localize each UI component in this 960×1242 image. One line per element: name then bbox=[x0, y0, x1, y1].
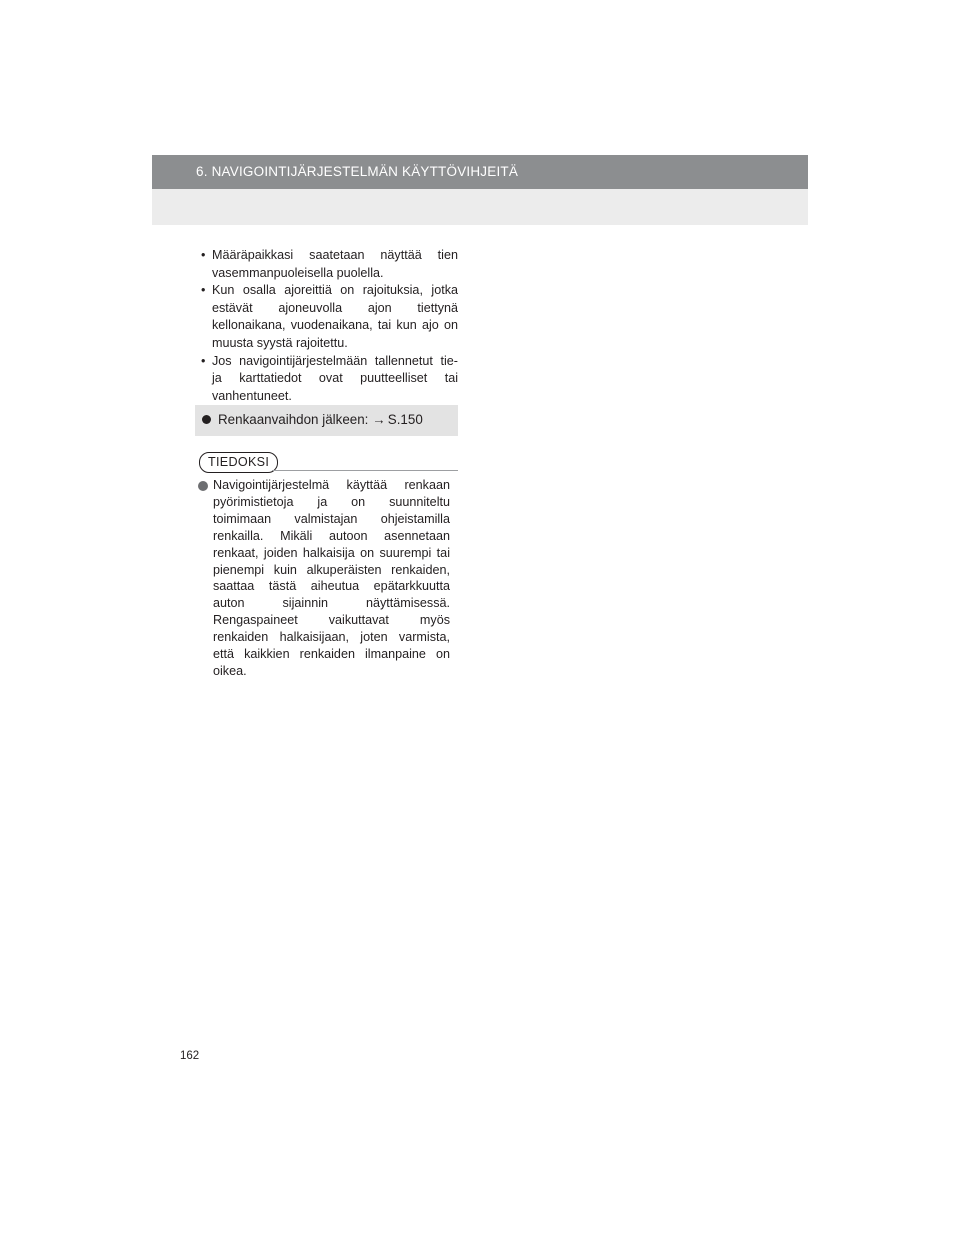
filled-circle-icon bbox=[202, 415, 211, 424]
page-reference-link[interactable]: S.150 bbox=[387, 412, 423, 427]
bullet-dot: • bbox=[201, 353, 206, 368]
bullet-text: Kun osalla ajoreittiä on rajoituksia, jotka estävät ajoneuvolla ajon tiettynä kellonaikana, vuodenaikana, tai kun ajo on muusta syystä rajoitettu. bbox=[212, 283, 458, 350]
chapter-header bbox=[152, 155, 808, 189]
bullet-text: Jos navigointijärjestelmään tallennetut tie- ja karttatiedot ovat puutteelliset tai vanhentuneet. bbox=[212, 353, 458, 403]
header-band bbox=[152, 189, 808, 225]
list-item bbox=[195, 247, 458, 282]
bullet-dot: • bbox=[201, 283, 206, 298]
section-heading bbox=[195, 405, 458, 436]
note-label: TIEDOKSI bbox=[199, 452, 278, 473]
note-bullet-icon bbox=[198, 481, 208, 491]
section-label: Renkaanvaihdon jälkeen: bbox=[218, 412, 369, 427]
arrow-right-icon: → bbox=[372, 412, 386, 427]
bullet-list bbox=[195, 247, 458, 405]
bullet-text: Määräpaikkasi saatetaan näyttää tien vasemmanpuoleisella puolella. bbox=[212, 248, 458, 280]
list-item bbox=[195, 282, 458, 352]
note-text: Navigointijärjestelmä käyttää renkaan pyörimistietoja ja on suunniteltu toimimaan valmistajan ohjeistamilla renkailla. Mikäli autoon asennetaan renkaat, joiden halkaisija on suurempi tai pienempi kuin alkuperäisten renkaiden, saattaa tästä aiheutua epätarkkuutta auton sijainnin näyttämisessä. Rengaspaineet vaikuttavat myös renkaiden halkaisijaan, joten varmista, että kaikkien renkaiden ilmanpaine on oikea. bbox=[213, 478, 450, 678]
chapter-title: 6. NAVIGOINTIJÄRJESTELMÄN KÄYTTÖVIHJEITÄ bbox=[196, 164, 519, 179]
bullet-dot: • bbox=[201, 248, 206, 262]
note-divider bbox=[272, 470, 458, 471]
page-number: 162 bbox=[180, 1050, 200, 1062]
list-item bbox=[195, 353, 458, 406]
section-heading-text bbox=[218, 412, 423, 427]
